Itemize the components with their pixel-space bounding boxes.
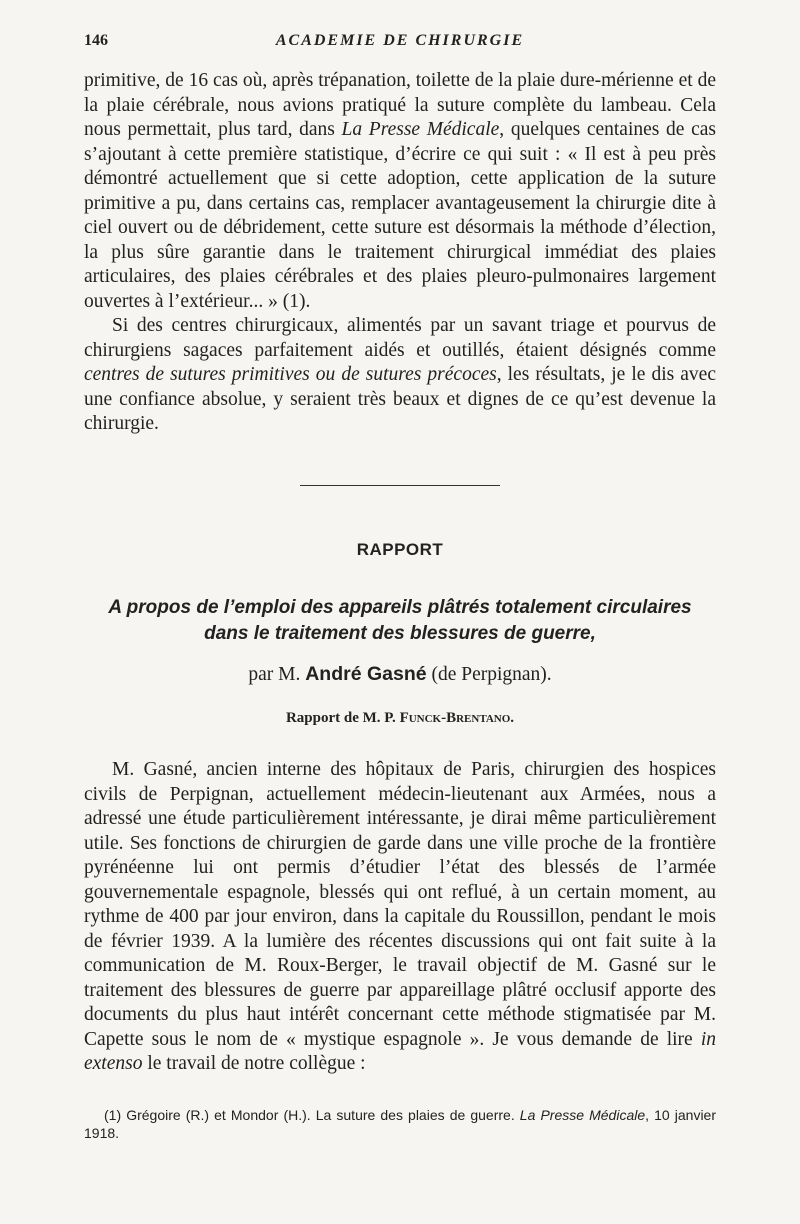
rapporteur-name: Funck-Brentano. <box>399 710 515 726</box>
page-number: 146 <box>84 32 108 49</box>
rapporteur-line: Rapport de M. P. Funck-Brentano. <box>285 710 515 726</box>
footnote: (1) Grégoire (R.) et Mondor (H.). La suture des plaies de guerre. La Presse Médicale, 10 janvier 1918. <box>84 1107 717 1141</box>
byline: par M. André Gasné (de Perpignan). <box>248 663 552 685</box>
journal-title: ACADEMIE DE CHIRURGIE <box>275 32 525 49</box>
author-name: André Gasné <box>305 663 427 685</box>
emphasis: in extenso <box>84 1028 716 1074</box>
body-text-top <box>84 69 716 437</box>
article-title <box>60 595 740 647</box>
emphasis: centres de sutures primitives ou de sutures précoces <box>84 364 497 385</box>
paragraph: Si des centres chirurgicaux, alimentés par un savant triage et pourvus de chirurgiens sagaces parfaitement aidés et outillés, étaient désignés comme centres de sutures primitives ou de sutures précoces, les résultats, je le dis avec une confiance absolue, y seraient très beaux et dignes de ce qu’est devenue la chirurgie. <box>84 315 716 434</box>
paragraph-continued: primitive, de 16 cas où, après trépanation, toilette de la plaie dure-mérienne et de la plaie cérébrale, nous avions pratiqué la suture complète du lambeau. Cela nous permettait, plus tard, dans La Presse Médicale, quelques centaines de cas s’ajoutant à cette première statistique, d’écrire ce qui suit : « Il est à peu près démontré actuellement que si cette adoption, cette application de la suture primitive a pu, dans certains cas, remplacer avantageusement la chirurgie dite à ciel ouvert ou de débridement, cette suture est désormais la méthode d’élection, la plus sûre garantie dans le traitement chirurgical immédiat des plaies articulaires, des plaies cérébrales et des plaies pleuro-pulmonaires largement ouvertes à l’extérieur... » (1). <box>84 70 717 312</box>
journal-citation: La Presse Médicale <box>341 119 500 140</box>
journal-citation: La Presse Médicale <box>519 1107 646 1123</box>
body-text-bottom <box>84 758 716 1077</box>
paragraph: M. Gasné, ancien interne des hôpitaux de Paris, chirurgien des hospices civils de Perpignan, actuellement médecin-lieutenant aux Armées, nous a adressé une étude particulièrement intéressante, je dirai même particulièrement utile. Ses fonctions de chirurgien de garde dans une ville proche de la frontière pyrénéenne lui ont permis d’étudier l’état des blessés de l’armée gouvernementale espagnole, blessés qui ont reflué, à un certain moment, au rythme de 400 par jour environ, dans la capitale du Roussillon, pendant le mois de février 1939. A la lumière des récentes discussions qui ont fait suite à la communication de M. Roux-Berger, le travail objectif de M. Gasné sur le traitement des blessures de guerre par appareillage plâtré occlusif apporte des documents du plus haut intérêt concernant cette méthode stigmatisée par M. Capette sous le nom de « mystique espagnole ». Je vous demande de lire in extenso le travail de notre collègue : <box>84 759 716 1074</box>
section-divider <box>300 485 500 486</box>
article-title-line: dans le traitement des blessures de guerre, <box>204 623 596 644</box>
running-header <box>84 32 716 56</box>
article-title-line: A propos de l’emploi des appareils plâtrés totalement circulaires <box>108 597 692 618</box>
section-heading: RAPPORT <box>356 540 444 559</box>
